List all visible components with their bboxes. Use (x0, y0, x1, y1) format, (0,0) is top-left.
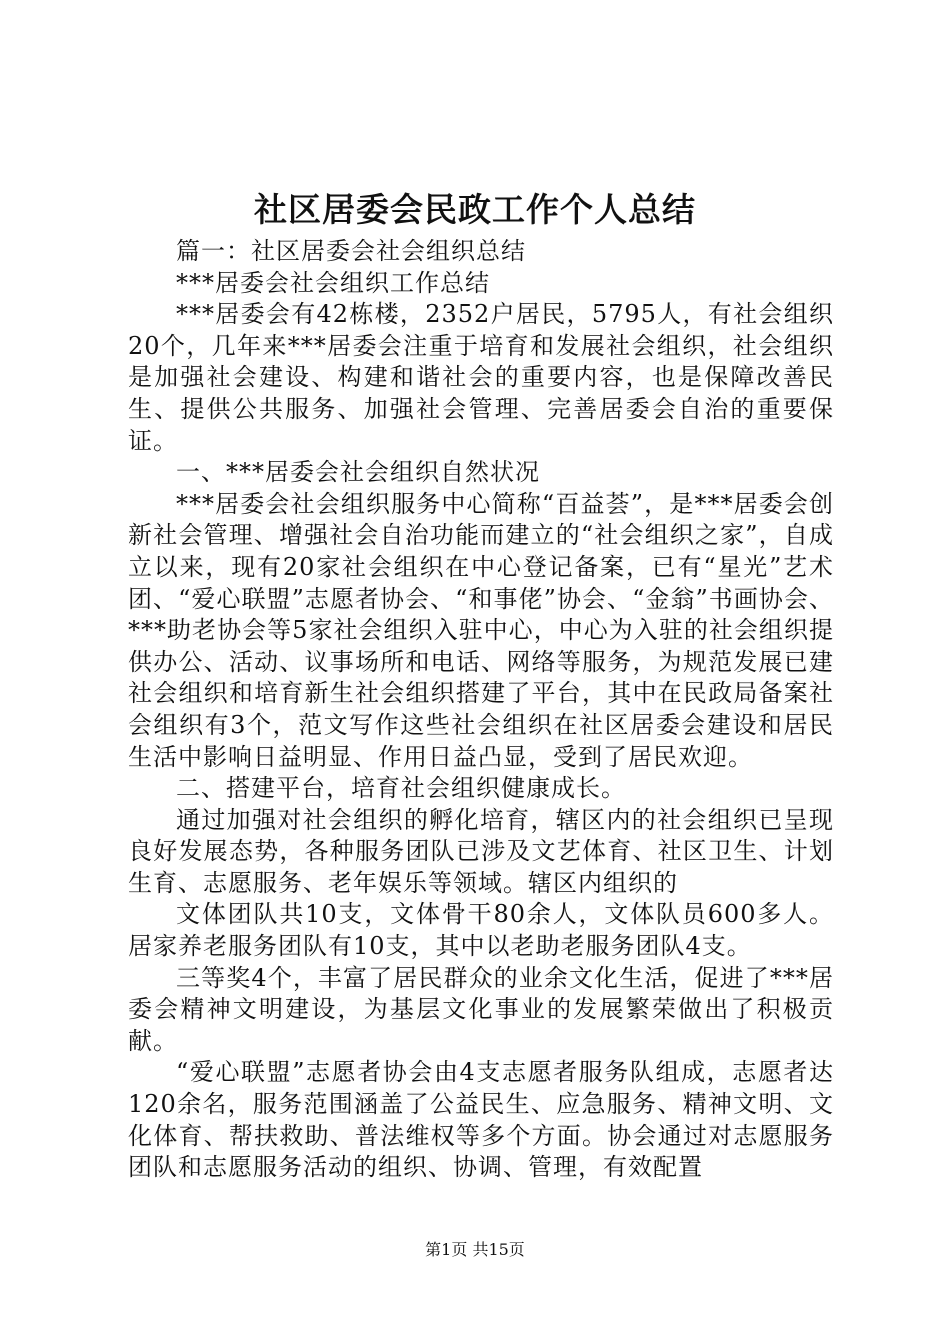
paragraph: 篇一：社区居委会社会组织总结 (176, 237, 526, 265)
paragraph: ***居委会有42栋楼，2352户居民，5795人，有社会组织20个，几年来***居委会注重于培育和发展社会组织，社会组织是加强社会建设、构建和谐社会的重要内容，也是保障改善民生、提供公共服务、加强社会管理、完善居委会自治的重要保证。 (128, 300, 834, 455)
paragraph: ***居委会社会组织服务中心简称“百益荟”，是***居委会创新社会管理、增强社会自治功能而建立的“社会组织之家”，自成立以来，现有20家社会组织在中心登记备案，已有“星光”艺术团、“爱心联盟”志愿者协会、“和事佬”协会、“金翁”书画协会、***助老协会等5家社会组织入驻中心，中心为入驻的社会组织提供办公、活动、议事场所和电话、网络等服务，为规范发展已建社会组织和培育新生社会组织搭建了平台，其中在民政局备案社会组织有3个，范文写作这些社会组织在社区居委会建设和居民生活中影响日益明显、作用日益凸显，受到了居民欢迎。 (128, 489, 834, 771)
page-title: 社区居委会民政工作个人总结 (254, 190, 696, 229)
paragraph: ***居委会社会组织工作总结 (176, 268, 490, 297)
paragraph: 通过加强对社会组织的孵化培育，辖区内的社会组织已呈现良好发展态势，各种服务团队已涉及文艺体育、社区卫生、计划生育、志愿服务、老年娱乐等领域。辖区内组织的 (128, 805, 834, 897)
paragraph: “爱心联盟”志愿者协会由4支志愿者服务队组成，志愿者达120余名，服务范围涵盖了公益民生、应急服务、精神文明、文化体育、帮扶救助、普法维权等多个方面。协会通过对志愿服务团队和志愿服务活动的组织、协调、管理，有效配置 (128, 1058, 834, 1182)
paragraph: 文体团队共10支，文体骨干80余人，文体队员600多人。居家养老服务团队有10支，其中以老助老服务团队4支。 (128, 900, 834, 961)
paragraph: 一、***居委会社会组织自然状况 (176, 458, 540, 487)
paragraph: 二、搭建平台，培育社会组织健康成长。 (176, 774, 626, 803)
paragraph: 三等奖4个，丰富了居民群众的业余文化生活，促进了***居委会精神文明建设，为基层文化事业的发展繁荣做出了积极贡献。 (128, 963, 834, 1055)
page-number-footer: 第1页 共15页 (425, 1240, 525, 1259)
document-body (128, 236, 834, 1184)
